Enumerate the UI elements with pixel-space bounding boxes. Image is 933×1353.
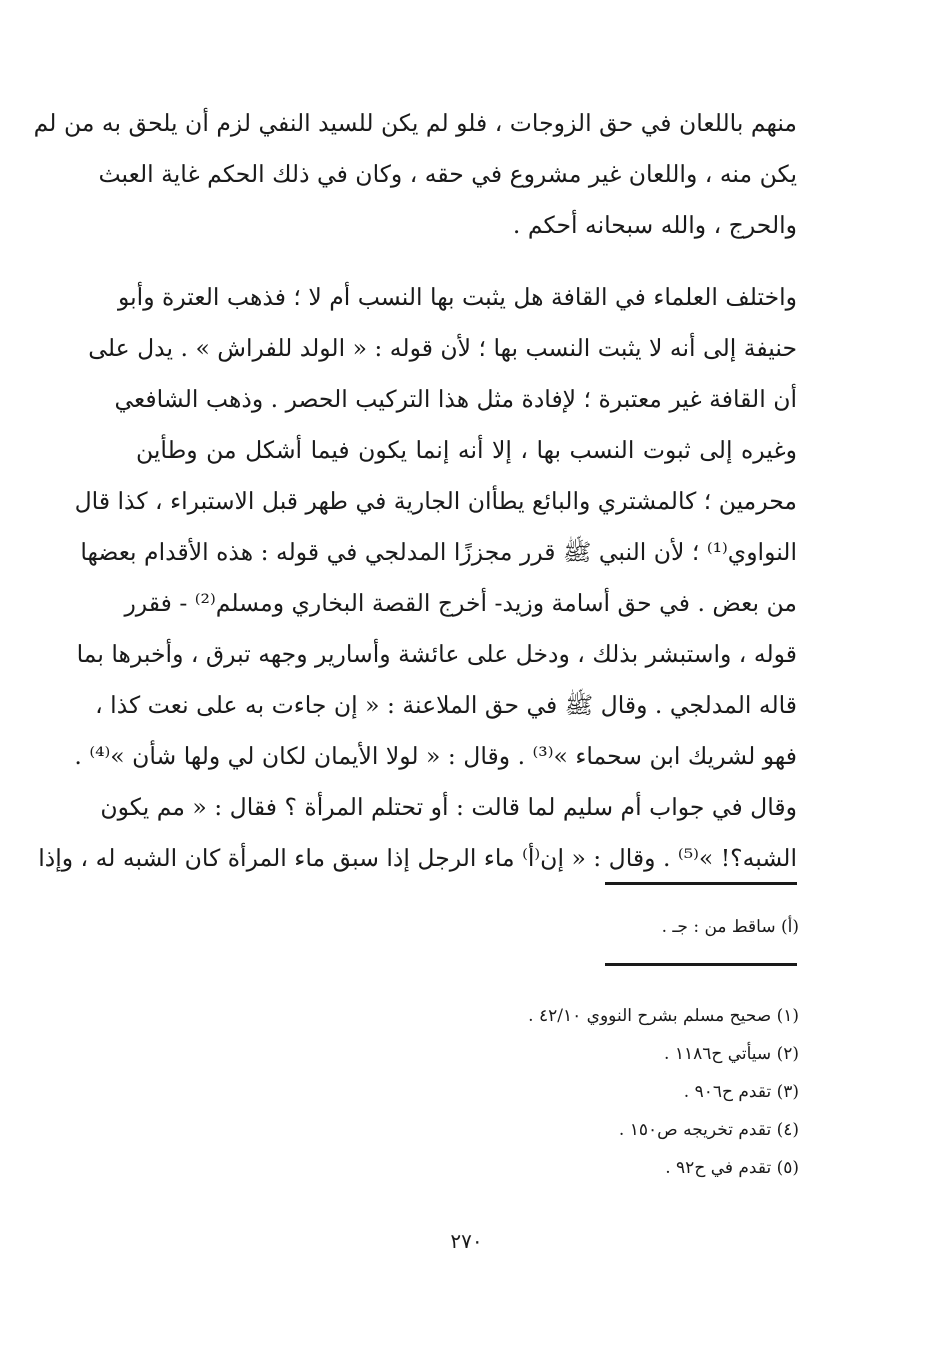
text-line: وقال في جواب أم سليم لما قالت : أو تحتلم المرأة ؟ فقال : « مم يكون	[100, 793, 797, 821]
variant-note: (أ) ساقط من : جـ .	[661, 917, 799, 937]
text-line: يكن منه ، واللعان غير مشروع في حقه ، وكان في ذلك الحكم غاية العبث	[98, 160, 797, 188]
text-line: فهو لشريك ابن سحماء »⁽³⁾ . وقال : « لولا الأيمان لكان لي ولها شأن »⁽⁴⁾ .	[74, 742, 797, 770]
text-line: والحرج ، والله سبحانه أحكم .	[512, 211, 797, 239]
text-line: من بعض . في حق أسامة وزيد- أخرج القصة البخاري ومسلم⁽²⁾ - فقرر	[124, 589, 797, 617]
footnote-separator	[605, 882, 797, 885]
footnote-item: (٣) تقدم ح٩٠٦ .	[683, 1082, 799, 1102]
text-line: قوله ، واستبشر بذلك ، ودخل على عائشة وأسارير وجهه تبرق ، وأخبرها بما	[76, 640, 797, 668]
text-line: حنيفة إلى أنه لا يثبت النسب بها ؛ لأن قوله : « الولد للفراش » . يدل على	[88, 334, 797, 362]
footnote-separator	[605, 963, 797, 966]
text-line: الشبه؟! »⁽⁵⁾ . وقال : « إن⁽أ⁾ ماء الرجل إذا سبق ماء المرأة كان الشبه له ، وإذا	[38, 844, 797, 872]
page-number: ٢٧٠	[450, 1229, 483, 1253]
text-line: قاله المدلجي . وقال ﷺ في حق الملاعنة : « إن جاءت به على نعت كذا ،	[95, 691, 797, 719]
text-line: أن القافة غير معتبرة ؛ لإفادة مثل هذا التركيب الحصر . وذهب الشافعي	[114, 385, 797, 413]
text-line: واختلف العلماء في القافة هل يثبت بها النسب أم لا ؛ فذهب العترة وأبو	[118, 283, 797, 311]
footnotes	[528, 997, 799, 1187]
paragraph-1	[33, 98, 797, 251]
footnote-item: (٥) تقدم في ح٩٢ .	[665, 1158, 799, 1178]
footnote-item: (٤) تقدم تخريجه ص١٥٠ .	[618, 1120, 799, 1140]
footnote-item: (٢) سيأتي ح١١٨٦ .	[664, 1044, 799, 1064]
text-line: النواوي⁽¹⁾ ؛ لأن النبي ﷺ قرر مجززًا المدلجي في قوله : هذه الأقدام بعضها	[80, 538, 797, 566]
text-line: وغيره إلى ثبوت النسب بها ، إلا أنه إنما يكون فيما أشكل من وطأين	[136, 436, 797, 464]
text-line: محرمين ؛ كالمشتري والبائع يطأان الجارية في طهر قبل الاستبراء ، كذا قال	[74, 487, 797, 515]
footnote-item: (١) صحيح مسلم بشرح النووي ٤٢/١٠ .	[528, 1006, 799, 1026]
paragraph-2	[38, 272, 797, 884]
text-line: منهم باللعان في حق الزوجات ، فلو لم يكن للسيد النفي لزم أن يلحق به من لم	[33, 109, 797, 137]
